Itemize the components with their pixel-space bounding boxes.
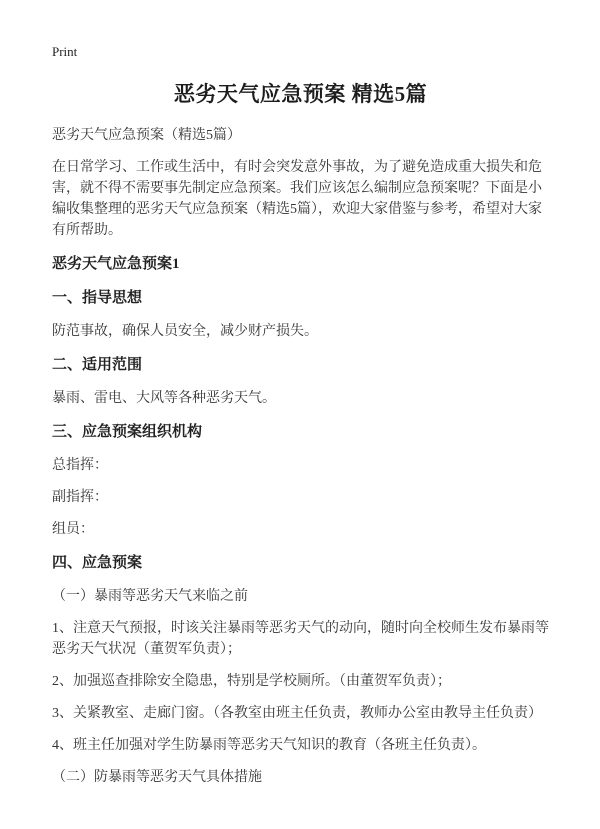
doc-list-item-2: 2、加强巡查排除安全隐患，特别是学校厕所。（由董贺军负责）；: [52, 674, 451, 689]
doc-subtitle-paragraph: 恶劣天气应急预案（精选5篇）: [52, 128, 241, 143]
page-title: 恶劣天气应急预案 精选5篇: [173, 82, 428, 106]
document-body: [52, 125, 549, 788]
doc-list-item-1: 1、注意天气预报，时该关注暴雨等恶劣天气的动向，随时向全校师生发布暴雨等恶劣天气状况（董贺军负责）；: [52, 621, 549, 657]
doc-list-item-4: 4、班主任加强对学生防暴雨等恶劣天气知识的教育（各班主任负责）。: [52, 738, 486, 753]
print-button[interactable]: Print: [52, 44, 78, 59]
section-heading-1-guiding-ideology: 一、指导思想: [52, 290, 143, 306]
doc-paragraph: 暴雨、雷电、大风等各种恶劣天气。: [52, 391, 276, 406]
doc-paragraph-members: 组员：: [52, 522, 94, 537]
doc-list-item-3: 3、关紧教室、走廊门窗。（各教室由班主任负责，教师办公室由教导主任负责）: [52, 706, 542, 721]
doc-subsection-2: （二）防暴雨等恶劣天气具体措施: [52, 770, 262, 785]
doc-subsection-1: （一）暴雨等恶劣天气来临之前: [52, 589, 248, 604]
doc-paragraph: 防范事故，确保人员安全，减少财产损失。: [52, 324, 318, 339]
section-heading-2-scope: 二、适用范围: [52, 357, 143, 373]
doc-intro-paragraph: 在日常学习、工作或生活中，有时会突发意外事故，为了避免造成重大损失和危害，就不得不需要事先制定应急预案。我们应该怎么编制应急预案呢？下面是小编收集整理的恶劣天气应急预案（精选5篇），欢迎大家借鉴与参考，希望对大家有所帮助。: [52, 160, 542, 238]
doc-paragraph-deputy-commander: 副指挥：: [52, 490, 108, 505]
doc-paragraph-commander: 总指挥：: [52, 458, 108, 473]
section-heading-4-emergency-plan: 四、应急预案: [52, 555, 143, 571]
section-heading-3-organization: 三、应急预案组织机构: [52, 424, 203, 440]
doc-heading-plan-1: 恶劣天气应急预案1: [52, 256, 180, 272]
